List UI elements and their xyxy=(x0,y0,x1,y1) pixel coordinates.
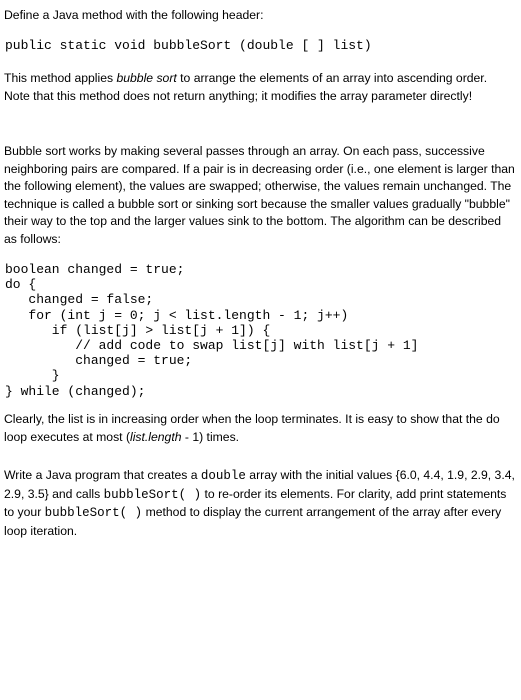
para4-text-a: Write a Java program that creates a xyxy=(4,468,201,482)
para1-text-a: This method applies xyxy=(4,71,117,85)
code-line: for (int j = 0; j < list.length - 1; j++) xyxy=(5,307,349,323)
paragraph-description xyxy=(4,70,516,105)
code-line: } xyxy=(5,368,60,384)
para4-text-g: method to display the current arrangement of the array after every loop iteration. xyxy=(4,505,502,538)
algorithm-code-block xyxy=(5,262,418,399)
para4-text-c: array with the initial values {6.0, 4.4, 1.9, 2.9, 3.4, 2.9, 3.5} and calls xyxy=(4,468,515,501)
para1-text-c: to arrange the elements of an array into ascending order. Note that this method does not return anything; it modifies the array parameter directly! xyxy=(4,71,488,103)
para4-text-e: to re-order its elements. For clarity, add print statements to your xyxy=(4,486,507,520)
code-line: changed = false; xyxy=(5,292,154,308)
intro-text: Define a Java method with the following header: xyxy=(4,8,264,22)
code-line: // add code to swap list[j] with list[j + 1] xyxy=(5,338,419,354)
para3-emphasis: list.length xyxy=(130,429,182,444)
paragraph-task xyxy=(4,467,516,540)
paragraph-algorithm-explanation: Bubble sort works by making several passes through an array. On each pass, successive neighboring pairs are compared. If a pair is in decreasing order (i.e., one element is larger than the following element), the values are swapped; otherwise, the values remain unchanged. The technique is called a bubble sort or sinking sort because the smaller values gradually "bubble" their way to the top and the larger values sink to the bottom. The algorithm can be described as follows: xyxy=(4,144,515,246)
code-line: do { xyxy=(5,277,37,293)
code-line: changed = true; xyxy=(5,353,193,369)
para3-text-c: - 1) times. xyxy=(181,429,240,444)
code-line: if (list[j] > list[j + 1]) { xyxy=(5,322,271,338)
inline-code-bubblesort: bubbleSort( ) xyxy=(103,487,202,502)
paragraph-conclusion xyxy=(4,411,516,446)
code-line: } while (changed); xyxy=(5,383,146,399)
para1-emphasis: bubble sort xyxy=(116,71,177,85)
inline-code-bubblesort: bubbleSort( ) xyxy=(44,506,143,521)
para3-text-a: Clearly, the list is in increasing order when the loop terminates. It is easy to show that the do loop executes at most ( xyxy=(4,412,500,444)
code-line: boolean changed = true; xyxy=(5,262,185,277)
method-header-code: public static void bubbleSort (double [ ] list) xyxy=(5,38,372,53)
inline-code-double: double xyxy=(200,469,246,483)
